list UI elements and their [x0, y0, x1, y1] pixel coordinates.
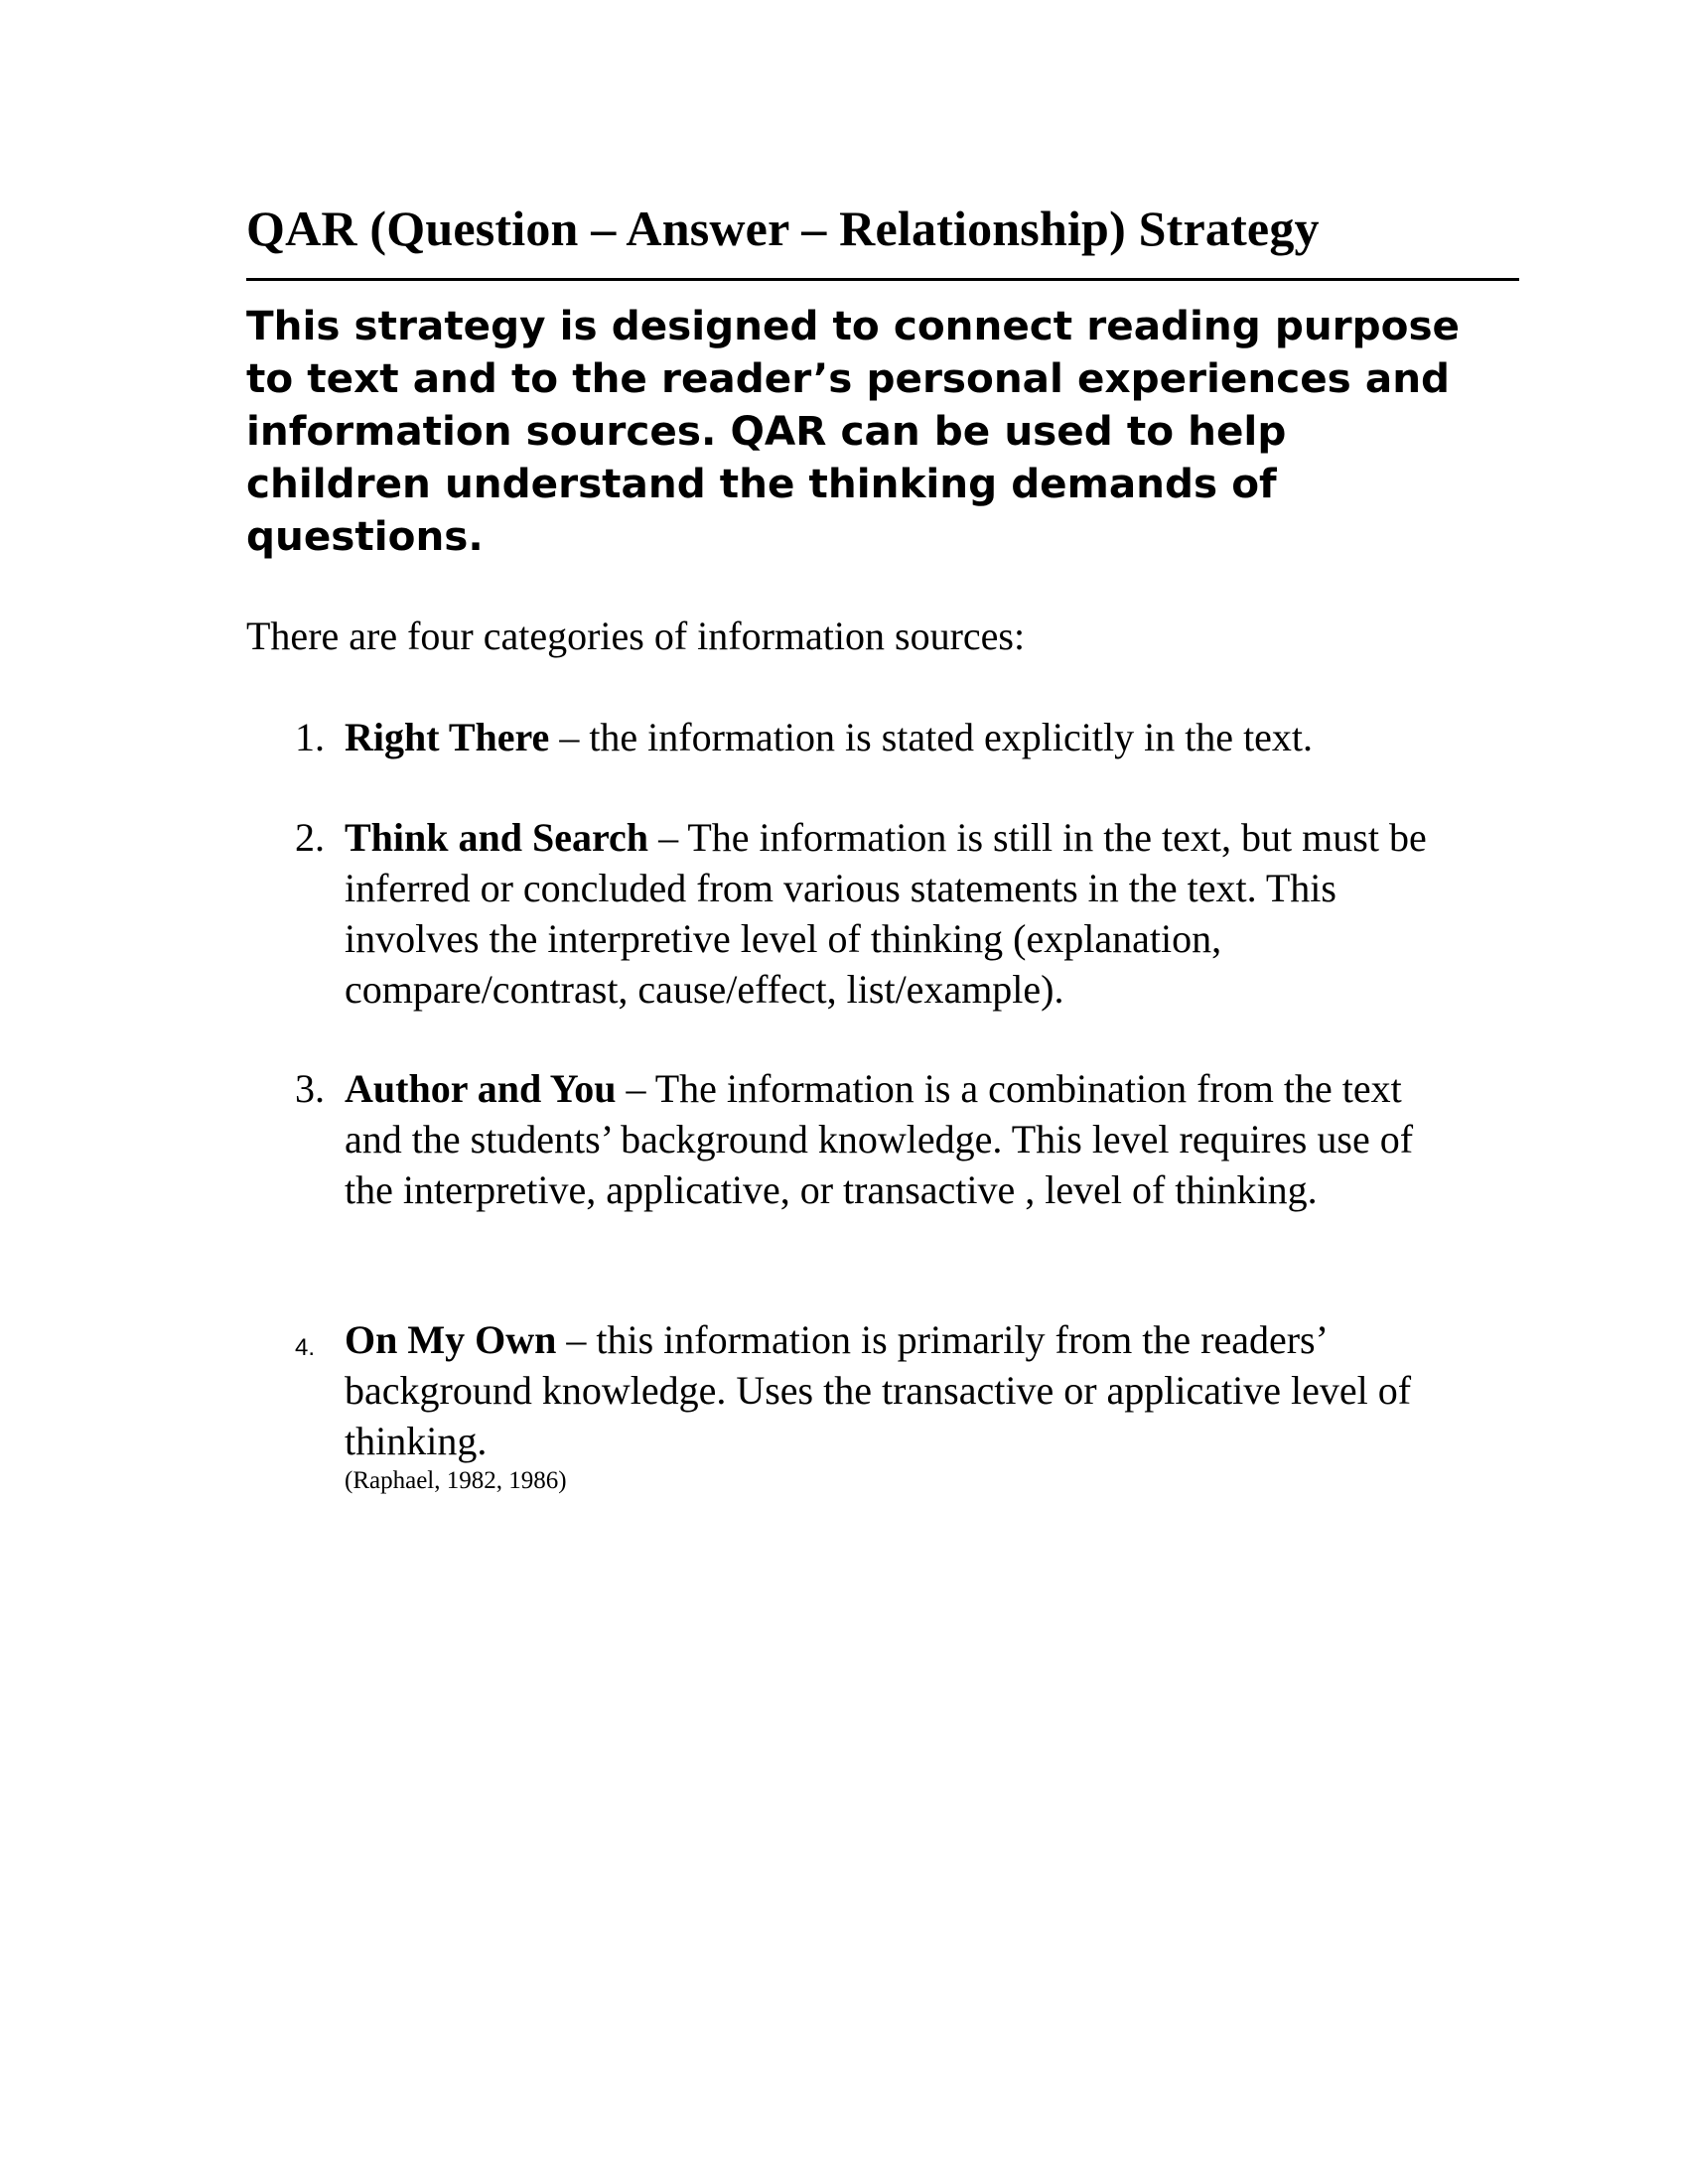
- list-item-text: – this information is primarily from the readers’ background knowledge. Uses the transactive or applicative level of thinking.: [345, 1317, 1412, 1463]
- list-item-number: 4.: [295, 1334, 316, 1361]
- list-item-on-my-own: [295, 1314, 1457, 1466]
- list-item-think-and-search: [295, 812, 1457, 1015]
- list-item-term: Right There: [345, 715, 550, 759]
- list-item-text: – the information is stated explicitly in the text.: [549, 715, 1314, 759]
- list-item-number: 3.: [295, 1066, 325, 1111]
- list-item-body: [345, 812, 1457, 1015]
- list-item-body: [345, 1314, 1457, 1466]
- title-divider: [246, 278, 1519, 281]
- list-item-number: 1.: [295, 715, 325, 759]
- list-item-term: Author and You: [345, 1066, 617, 1111]
- list-item-text: – The information is a combination from the text and the students’ background knowledge. This level requires use of the interpretive, applicative, or transactive , level of thinking.: [345, 1066, 1414, 1212]
- list-lead-text: There are four categories of information sources:: [246, 614, 1026, 658]
- list-item-term: On My Own: [345, 1317, 557, 1362]
- intro-paragraph: This strategy is designed to connect reading purpose to text and to the reader’s personal experiences and information sources. QAR can be used to help children understand the thinking demands of questions.: [246, 302, 1461, 560]
- citation: (Raphael, 1982, 1986): [345, 1467, 567, 1494]
- list-item-text: – The information is still in the text, but must be inferred or concluded from various statements in the text. This involves the interpretive level of thinking (explanation, compare/contrast, cause/effect, list/example).: [345, 815, 1427, 1012]
- list-item-body: [345, 1063, 1457, 1215]
- list-item-number: 2.: [295, 815, 325, 860]
- page-title: QAR (Question – Answer – Relationship) Strategy: [246, 201, 1320, 256]
- list-item-term: Think and Search: [345, 815, 649, 860]
- list-item-author-and-you: [295, 1063, 1457, 1215]
- list-item-right-there: [295, 712, 1457, 762]
- list-item-body: [345, 712, 1457, 762]
